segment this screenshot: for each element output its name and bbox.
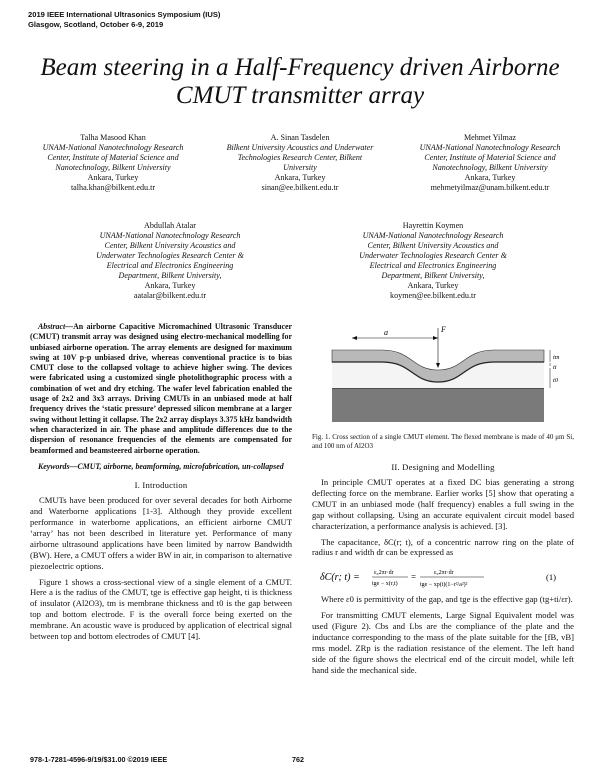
author-city: Ankara, Turkey [87,173,139,182]
label-tm: tm [553,354,560,361]
author-affiliation-line: Center, Institute of Material Science and [424,153,556,162]
author-email: aatalar@bilkent.edu.tr [133,291,207,300]
section-1-heading: I. Introduction [134,480,188,491]
author-city: Ankara, Turkey [407,281,459,290]
paragraph: The capacitance, δC(r; t), of a concentric narrow ring on the plate of radius r and width dr can be expressed as [312,536,574,558]
author-name: Mehmet Yilmaz [463,133,517,142]
author-affiliation-line: Nanotechnology, Bilkent University [432,163,548,172]
paragraph: CMUTs have been produced for over several decades for both Airborne and Waterborne applications [1-3]. Although they provide excellent performance in waterborne applications, an efficient airborne CMUT ‘array’ has not been described in literature yet. Performance of many airborne ultrasound applications have been limited by narrow Bandwidth (BW). Here, a CMUT offers a wider BW in air, in comparison to alternative piezoelectric options. [30,495,292,571]
author-block-3 [390,133,590,193]
keywords-text: Keywords—CMUT, airborne, beamforming, microfabrication, un-collapsed [38,461,284,471]
paragraph: For transmitting CMUT elements, Large Signal Equivalent model was used (Figure 2). Cbs and Lbs are the compliance of the plate and the inductance corresponding to the mass of the plate suitable for the [fB, vB] rms model. ZRp is the radiation resistance of the element. The left hand side of the figure shows the electrical end of the circuit model, while left hand side the mechanical side. [312,610,574,675]
author-affiliation-line: Underwater Technologies Research Center & [359,251,507,260]
label-t0: t0 [553,377,559,384]
author-affiliation-line: UNAM-National Nanotechnology Research [362,231,504,240]
conference-location: Glasgow, Scotland, October 6-9, 2019 [28,20,164,29]
svg-text:ε₀2πr·dr: ε₀2πr·dr [434,570,454,577]
paragraph: Where ε0 is permittivity of the gap, and tge is the effective gap (tg+ti/εr). [321,594,573,605]
author-affiliation-line: UNAM-National Nanotechnology Research [42,143,184,152]
figure-1 [312,322,574,430]
label-F: F [441,325,446,334]
author-block-2 [205,133,395,193]
section-2-body [312,477,574,558]
author-name: Talha Masood Khan [80,133,146,142]
author-email: mehmetyilmaz@unam.bilkent.edu.tr [430,183,550,192]
author-email: sinan@ee.bilkent.edu.tr [261,183,339,192]
keywords [30,462,292,472]
author-email: talha.khan@bilkent.edu.tr [70,183,156,192]
conference-name: 2019 IEEE International Ultrasonics Symposium (IUS) [28,10,221,19]
label-a: a [384,328,388,337]
author-affiliation-line: Center, Bilkent University Acoustics and [104,241,236,250]
author-affiliation-line: Underwater Technologies Research Center & [96,251,244,260]
abstract-text: An airborne Capacitive Micromachined Ultrasonic Transducer (CMUT) transmit array was designed using electro-mechanical modelling for unbiased airborne operation. The array elements are designed for maximum swing at 10V p-p unbiased drive, whereas conventional practice is to bias CMUT close to the collapsed voltage to achieve higher swing. The devices were fabricated using a customized single photolithographic process with a combination of wet and dry etching. The wafer level fabrication enabled the usage of 2x2 and 3x3 arrays. Driving CMUTs in an unbiased mode at half frequency drives the ‘static pressure’ depressed silicon membrane at a larger swing without letting it collapse. The 2x2 array displays 3.375 kHz bandwidth when characterized in air. The phase and amplitude differences due to the dispersion of resonance frequencies of the elements are compensated for beamformed and beamsteered airborne operation. [30,322,292,455]
figure-1-caption: Fig. 1. Cross section of a single CMUT element. The flexed membrane is made of 40 μm Si, and 100 nm of Al2O3 [312,433,574,450]
author-block-5 [333,221,533,301]
author-affiliation-line: UNAM-National Nanotechnology Research [419,143,561,152]
title-line-1: Beam steering in a Half-Frequency driven Airborne [40,54,560,81]
footer-isbn: 978-1-7281-4596-9/19/$31.00 ©2019 IEEE [30,755,168,764]
paper-title [30,54,570,110]
equation-graphic [312,562,574,592]
abstract [30,322,292,456]
section-1-body [30,495,292,642]
author-city: Ankara, Turkey [464,173,516,182]
paragraph: In principle CMUT operates at a fixed DC bias generating a strong deflecting force on the membrane. Earlier works [5] show that operating a CMUT in an unbiased mode (half frequency) enables a full swing in the gap without collapsing. Using an accurate equivalent circuit model based characterization, a performance analysis is achieved. [3]. [312,477,574,531]
title-line-2: CMUT transmitter array [175,82,425,109]
author-affiliation-line: UNAM-National Nanotechnology Research [99,231,241,240]
author-affiliation-line: Nanotechnology, Bilkent University [55,163,171,172]
right-column [312,462,574,676]
author-name: Abdullah Atalar [144,221,196,230]
author-block-1 [18,133,208,193]
author-affiliation-line: Technologies Research Center, Bilkent [237,153,363,162]
author-affiliation-line: Electrical and Electronics Engineering [106,261,234,270]
label-ti: ti [553,364,557,371]
svg-text:ε₀2πr·dr: ε₀2πr·dr [374,570,394,577]
equation-number: (1) [546,572,557,583]
section-2-body-continued [312,594,574,675]
author-name: Hayrettin Koymen [402,221,464,230]
author-block-4 [70,221,270,301]
author-affiliation-line: Center, Institute of Material Science and [47,153,179,162]
author-city: Ankara, Turkey [144,281,196,290]
author-affiliation-line: Electrical and Electronics Engineering [369,261,497,270]
author-affiliation-line: Department, Bilkent University, [381,271,485,280]
footer-page-number: 762 [292,755,304,764]
svg-text:=: = [411,572,417,583]
cmut-cross-section-diagram [312,322,574,430]
svg-text:δC(r; t) =: δC(r; t) = [320,572,360,584]
svg-text:tge − xp(t)(1−r²/a²)²: tge − xp(t)(1−r²/a²)² [420,582,468,589]
author-affiliation-line: Bilkent University Acoustics and Underwater [226,143,374,152]
substrate-layer [332,388,544,422]
paragraph: Figure 1 shows a cross-sectional view of a single element of a CMUT. Here a is the radius of the CMUT, tge is effective gap height, ti is thickness of insulator (Al2O3), tm is membrane thickness and t0 is the gap between top and bottom electrode. F is the overall force being exerted on the membrane. An acoustic wave is produced by application of electrical signal between top and bottom electrodes of CMUT [4]. [30,576,292,642]
author-affiliation-line: University [283,163,317,172]
abstract-label: Abstract— [38,322,74,331]
author-city: Ankara, Turkey [274,173,326,182]
author-affiliation-line: Center, Bilkent University Acoustics and [367,241,499,250]
conference-header [28,10,220,30]
author-email: koymen@ee.bilkent.edu.tr [390,291,476,300]
equation-1 [312,562,574,592]
svg-text:tge − x(r,t): tge − x(r,t) [372,581,398,588]
author-affiliation-line: Department, Bilkent University, [118,271,222,280]
section-2-heading: II. Designing and Modelling [391,462,495,472]
author-name: A. Sinan Tasdelen [270,133,330,142]
left-column [30,322,292,642]
